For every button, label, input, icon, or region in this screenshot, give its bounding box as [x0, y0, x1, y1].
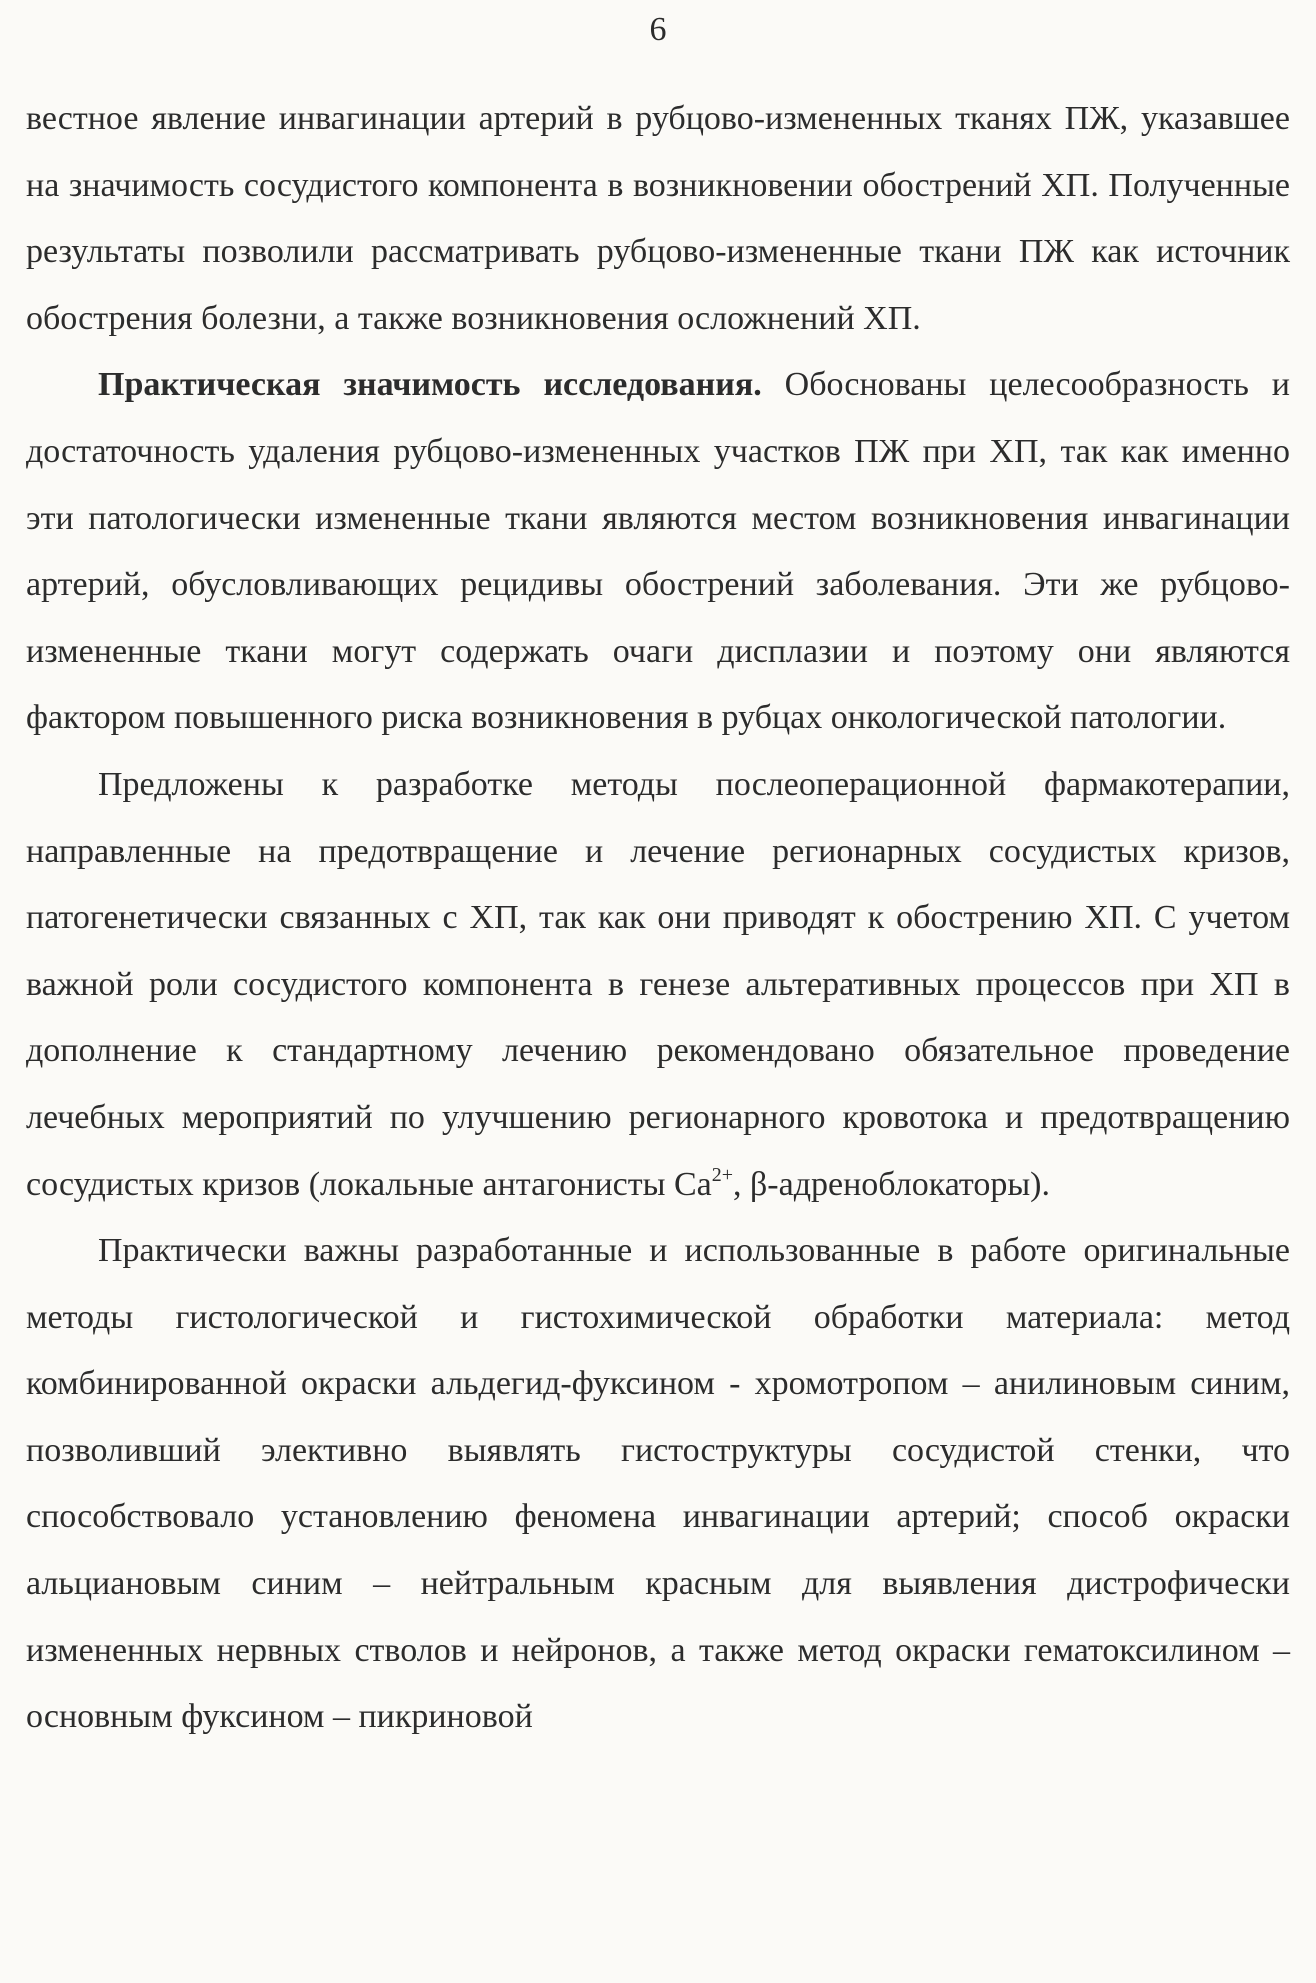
- paragraph-2-text: Обоснованы целесообразность и достаточность удаления рубцово-измененных участков ПЖ при ХП, так как именно эти патологически измененные ткани являются местом возникновения инвагинации артерий, обусловливающих рецидивы обострений заболевания. Эти же рубцово-измененные ткани могут содержать очаги дисплазии и поэтому они являются фактором повышенного риска возникновения в рубцах онкологической патологии.: [26, 366, 1290, 737]
- section-heading-practical-significance: Практическая значимость исследования.: [98, 366, 762, 404]
- paragraph-3: [26, 752, 1290, 1218]
- paragraph-4: Практически важны разработанные и использованные в работе оригинальные методы гистологической и гистохимической обработки материала: метод комбинированной окраски альдегид-фуксином - хромотропом – анилиновым синим, позволивший элективно выявлять гистоструктуры сосудистой стенки, что способствовало установлению феномена инвагинации артерий; способ окраски альциановым синим – нейтральным красным для выявления дистрофически измененных нервных стволов и нейронов, а также метод окраски гематоксилином – основным фуксином – пикриновой: [26, 1232, 1290, 1736]
- document-body: [26, 86, 1290, 1751]
- calcium-charge-superscript: 2+: [711, 1163, 733, 1186]
- paragraph-3-tail: , β-адреноблокаторы).: [733, 1165, 1051, 1203]
- paragraph-1: вестное явление инвагинации артерий в рубцово-измененных тканях ПЖ, указавшее на значимость сосудистого компонента в возникновении обострений ХП. Полученные результаты позволили рассматривать рубцово-измененные ткани ПЖ как источник обострения болезни, а также возникновения осложнений ХП.: [26, 100, 1290, 337]
- paragraph-3-text: Предложены к разработке методы послеоперационной фармакотерапии, направленные на предотвращение и лечение регионарных сосудистых кризов, патогенетически связанных с ХП, так как они приводят к обострению ХП. С учетом важной роли сосудистого компонента в генезе альтеративных процессов при ХП в дополнение к стандартному лечению рекомендовано обязательное проведение лечебных мероприятий по улучшению регионарного кровотока и предотвращению сосудистых кризов (локальные антагонисты Ca: [26, 765, 1290, 1203]
- paragraph-practical-significance: [26, 352, 1290, 752]
- page-number: 6: [649, 11, 667, 48]
